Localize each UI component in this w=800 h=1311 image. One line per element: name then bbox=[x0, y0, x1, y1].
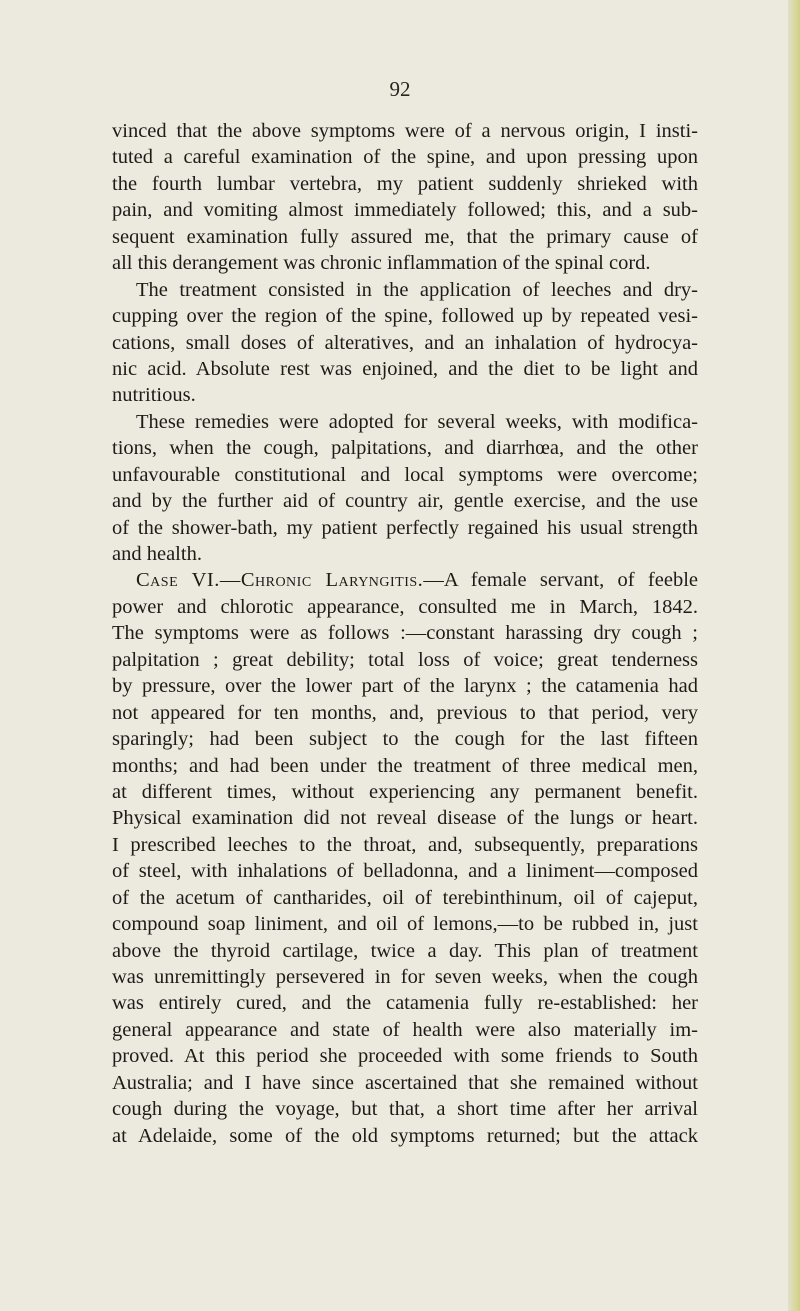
line-text: of the shower-bath, my patient perfectly regained his usual strength bbox=[112, 516, 698, 539]
text-line bbox=[112, 567, 698, 593]
text-line bbox=[112, 938, 698, 964]
text-line bbox=[112, 118, 698, 144]
text-line bbox=[112, 250, 698, 276]
line-text: all this derangement was chronic inflammation of the spinal cord. bbox=[112, 252, 651, 275]
text-line bbox=[112, 726, 698, 752]
text-line bbox=[112, 277, 698, 303]
line-text: tions, when the cough, palpitations, and diarrhœa, and the other bbox=[112, 437, 698, 460]
text-line bbox=[112, 911, 698, 937]
line-text: The treatment consisted in the application of leeches and dry- bbox=[136, 278, 698, 301]
text-line bbox=[112, 805, 698, 831]
line-text: Physical examination did not reveal disease of the lungs or heart. bbox=[112, 807, 698, 830]
text-line bbox=[112, 303, 698, 329]
text-line bbox=[112, 356, 698, 382]
line-text: sequent examination fully assured me, that the primary cause of bbox=[112, 225, 698, 248]
line-text: palpitation ; great debility; total loss of voice; great tenderness bbox=[112, 648, 698, 671]
line-text: cations, small doses of alteratives, and an inhalation of hydrocya- bbox=[112, 331, 698, 354]
text-line bbox=[112, 779, 698, 805]
text-line bbox=[112, 409, 698, 435]
line-text: of the acetum of cantharides, oil of terebinthinum, oil of cajeput, bbox=[112, 886, 698, 909]
text-line bbox=[112, 1096, 698, 1122]
text-line bbox=[112, 753, 698, 779]
line-text: unfavourable constitutional and local symptoms were overcome; bbox=[112, 463, 698, 486]
line-text: —A female servant, of feeble bbox=[423, 569, 698, 592]
line-text: and by the further aid of country air, gentle exercise, and the use bbox=[112, 490, 698, 513]
line-text: not appeared for ten months, and, previous to that period, very bbox=[112, 701, 698, 724]
text-line bbox=[112, 541, 698, 567]
line-text: nutritious. bbox=[112, 384, 196, 407]
text-line bbox=[112, 515, 698, 541]
text-line bbox=[112, 462, 698, 488]
text-line bbox=[112, 594, 698, 620]
text-line bbox=[112, 673, 698, 699]
line-text: I prescribed leeches to the throat, and, subsequently, preparations bbox=[112, 833, 698, 856]
text-line bbox=[112, 620, 698, 646]
line-text: These remedies were adopted for several weeks, with modifica- bbox=[136, 410, 698, 433]
text-line bbox=[112, 171, 698, 197]
line-text: Australia; and I have since ascertained that she remained without bbox=[112, 1071, 698, 1094]
text-line bbox=[112, 488, 698, 514]
line-text: The symptoms were as follows :—constant harassing dry cough ; bbox=[112, 622, 698, 645]
page-number: 92 bbox=[389, 77, 411, 101]
line-text: cough during the voyage, but that, a short time after her arrival bbox=[112, 1098, 698, 1121]
text-line bbox=[112, 1070, 698, 1096]
text-line bbox=[112, 647, 698, 673]
line-text: months; and had been under the treatment of three medical men, bbox=[112, 754, 698, 777]
line-text: was unremittingly persevered in for seven weeks, when the cough bbox=[112, 966, 698, 988]
line-text: proved. At this period she proceeded with some friends to South bbox=[112, 1045, 698, 1068]
page-edge bbox=[788, 0, 800, 1311]
text-line bbox=[112, 885, 698, 911]
text-line bbox=[112, 1017, 698, 1043]
text-line bbox=[112, 858, 698, 884]
text-line bbox=[112, 700, 698, 726]
line-text: and health. bbox=[112, 543, 202, 565]
text-line bbox=[112, 832, 698, 858]
text-line bbox=[112, 1123, 698, 1149]
line-text: at different times, without experiencing any permanent benefit. bbox=[112, 780, 698, 803]
text-line bbox=[112, 1043, 698, 1069]
line-text: cupping over the region of the spine, followed up by repeated vesi- bbox=[112, 305, 698, 328]
text-line bbox=[112, 224, 698, 250]
text-line bbox=[112, 144, 698, 170]
line-text: at Adelaide, some of the old symptoms returned; but the attack bbox=[112, 1124, 698, 1147]
line-text: above the thyroid cartilage, twice a day. This plan of treatment bbox=[112, 939, 698, 962]
text-line bbox=[112, 990, 698, 1016]
line-text: general appearance and state of health were also materially im- bbox=[112, 1018, 698, 1041]
line-text: compound soap liniment, and oil of lemons,—to be rubbed in, just bbox=[112, 913, 698, 936]
line-text: the fourth lumbar vertebra, my patient suddenly shrieked with bbox=[112, 172, 698, 195]
line-text: was entirely cured, and the catamenia fully re-established: her bbox=[112, 992, 698, 1015]
line-text: of steel, with inhalations of belladonna, and a liniment—composed bbox=[112, 860, 698, 883]
text-line bbox=[112, 330, 698, 356]
case-heading: Case VI.—Chronic Laryngitis. bbox=[136, 569, 424, 592]
text-line bbox=[112, 197, 698, 223]
line-text: by pressure, over the lower part of the larynx ; the catamenia had bbox=[112, 675, 698, 698]
line-text: sparingly; had been subject to the cough for the last fifteen bbox=[112, 728, 698, 751]
body-text bbox=[112, 118, 698, 1149]
line-text: pain, and vomiting almost immediately followed; this, and a sub- bbox=[112, 199, 698, 222]
line-text: tuted a careful examination of the spine, and upon pressing upon bbox=[112, 146, 698, 169]
line-text: vinced that the above symptoms were of a nervous origin, I insti- bbox=[112, 120, 698, 142]
line-text: power and chlorotic appearance, consulted me in March, 1842. bbox=[112, 595, 698, 618]
text-line bbox=[112, 382, 698, 408]
text-line bbox=[112, 964, 698, 990]
text-line bbox=[112, 435, 698, 461]
line-text: nic acid. Absolute rest was enjoined, and the diet to be light and bbox=[112, 357, 698, 380]
